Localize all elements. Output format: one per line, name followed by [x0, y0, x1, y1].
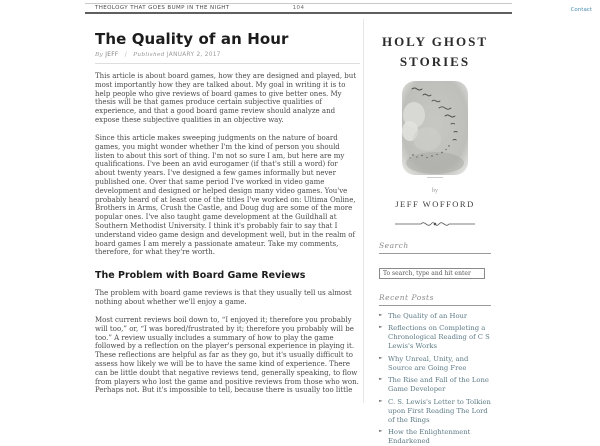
paragraph-1: This article is about board games, how they are designed and played, but most importantly how they are talked about. My goal in writing it is to help people who give reviews of board games to give better ones. My thesis will be that games produce certain subjective qualities of experience, and that a good board game review should analyze and expose these subjective qualities in an objective way.	[95, 72, 357, 125]
recent-post-link[interactable]: The Rise and Fall of the Lone Game Developer	[388, 376, 489, 394]
author-link[interactable]: JEFF	[105, 52, 119, 58]
top-bar-rule	[85, 3, 512, 14]
book-by-label: by	[432, 188, 438, 194]
recent-post-item	[379, 312, 491, 321]
byline-separator: /	[124, 52, 127, 58]
recent-posts-widget	[379, 293, 491, 446]
arrow-bullet-icon: ►	[379, 313, 383, 318]
arrow-bullet-icon: ►	[379, 377, 383, 383]
publish-date: JANUARY 2, 2017	[166, 52, 221, 58]
article	[95, 19, 363, 403]
recent-post-link[interactable]: C. S. Lewis's Letter to Tolkien upon First Reading The Lord of the Rings	[388, 397, 491, 424]
page-indicator: 104	[292, 5, 305, 11]
post-title: The Quality of an Hour	[95, 30, 289, 48]
contact-link[interactable]: Contact	[570, 7, 592, 13]
recent-post-link[interactable]: The Quality of an Hour	[388, 312, 468, 320]
site-title[interactable]: THEOLOGY THAT GOES BUMP IN THE NIGHT	[95, 5, 230, 11]
search-input[interactable]	[379, 268, 485, 279]
page	[0, 3, 600, 446]
arrow-bullet-icon: ►	[379, 429, 383, 435]
arrow-bullet-icon: ►	[379, 325, 383, 331]
book-title-line2: STORIES	[399, 54, 471, 69]
birds-illustration	[399, 79, 471, 181]
recent-post-link[interactable]: Reflections on Completing a Chronological Reading of C S Lewis's Works	[388, 324, 490, 351]
book-title-line1: HOLY GHOST	[381, 34, 489, 49]
recent-post-link[interactable]: How the Enlightenment Endarkened	[388, 428, 471, 446]
search-widget	[379, 241, 491, 279]
book-cover-image[interactable]	[399, 79, 471, 181]
arrow-bullet-icon: ►	[379, 398, 383, 404]
book-promo	[379, 32, 491, 227]
recent-post-item	[379, 324, 491, 351]
section-heading: The Problem with Board Game Reviews	[95, 270, 306, 282]
by-label: By	[95, 52, 104, 58]
paragraph-2: Since this article makes sweeping judgments on the nature of board games, you might wonder whether I'm the kind of person you should listen to about this sort of thing. I'm not so sure I am, but here are my qualifications. I've been an avid eurogamer (if that's still a word) for about twenty years. I've designed a few games informally but never published one. Over that same period I've worked in video game development and designed or helped design many video games. You've probably heard of at least one of the titles I've worked on: Ultima Online, Brothers in Arms, Crush the Castle, and Doug dug are some of the more popular ones. I've also taught game development at the Guildhall at Southern Methodist University. I think it's probably fair to say that I understand video game design and development well, but in the realm of board games I am merely a passionate amateur. Take my comments, therefore, for what they're worth.	[95, 133, 356, 257]
top-bar	[0, 3, 600, 19]
recent-post-item	[379, 428, 491, 446]
main-content	[0, 19, 600, 446]
paragraph-3: The problem with board game reviews is that they usually tell us almost nothing about whether we'll enjoy a game.	[95, 289, 352, 307]
sidebar	[363, 19, 491, 446]
recent-post-item	[379, 398, 491, 425]
paragraph-4: Most current reviews boil down to, “I enjoyed it; therefore you probably will too,” or, “I was bored/frustrated by it; therefore you probably will be too.” A review usually includes a summary of how to play the game followed by a reflection on the player's personal experience in playing it. These reflections are helpful as far as they go, but it's usually difficult to assess how likely we will be to have the same kind of experience. There can be little doubt that negative reviews tend, generally speaking, to flow from players who lost the game and positive reviews from those who won. Perhaps not. But it's impossible to tell, because there is usually too little	[95, 315, 359, 395]
published-label: Published	[133, 52, 165, 58]
recent-post-item	[379, 376, 491, 394]
book-title	[379, 32, 491, 72]
search-heading: Search	[379, 241, 491, 254]
recent-post-link[interactable]: Why Unreal, Unity, and Source are Going Free	[388, 354, 469, 372]
recent-posts-heading: Recent Posts	[379, 293, 491, 306]
arrow-bullet-icon: ►	[379, 355, 383, 361]
ornament-divider-icon	[379, 215, 491, 227]
byline	[95, 52, 360, 64]
book-author: JEFF WOFFORD	[395, 199, 475, 209]
recent-posts-list	[379, 312, 491, 446]
recent-post-item	[379, 355, 491, 373]
